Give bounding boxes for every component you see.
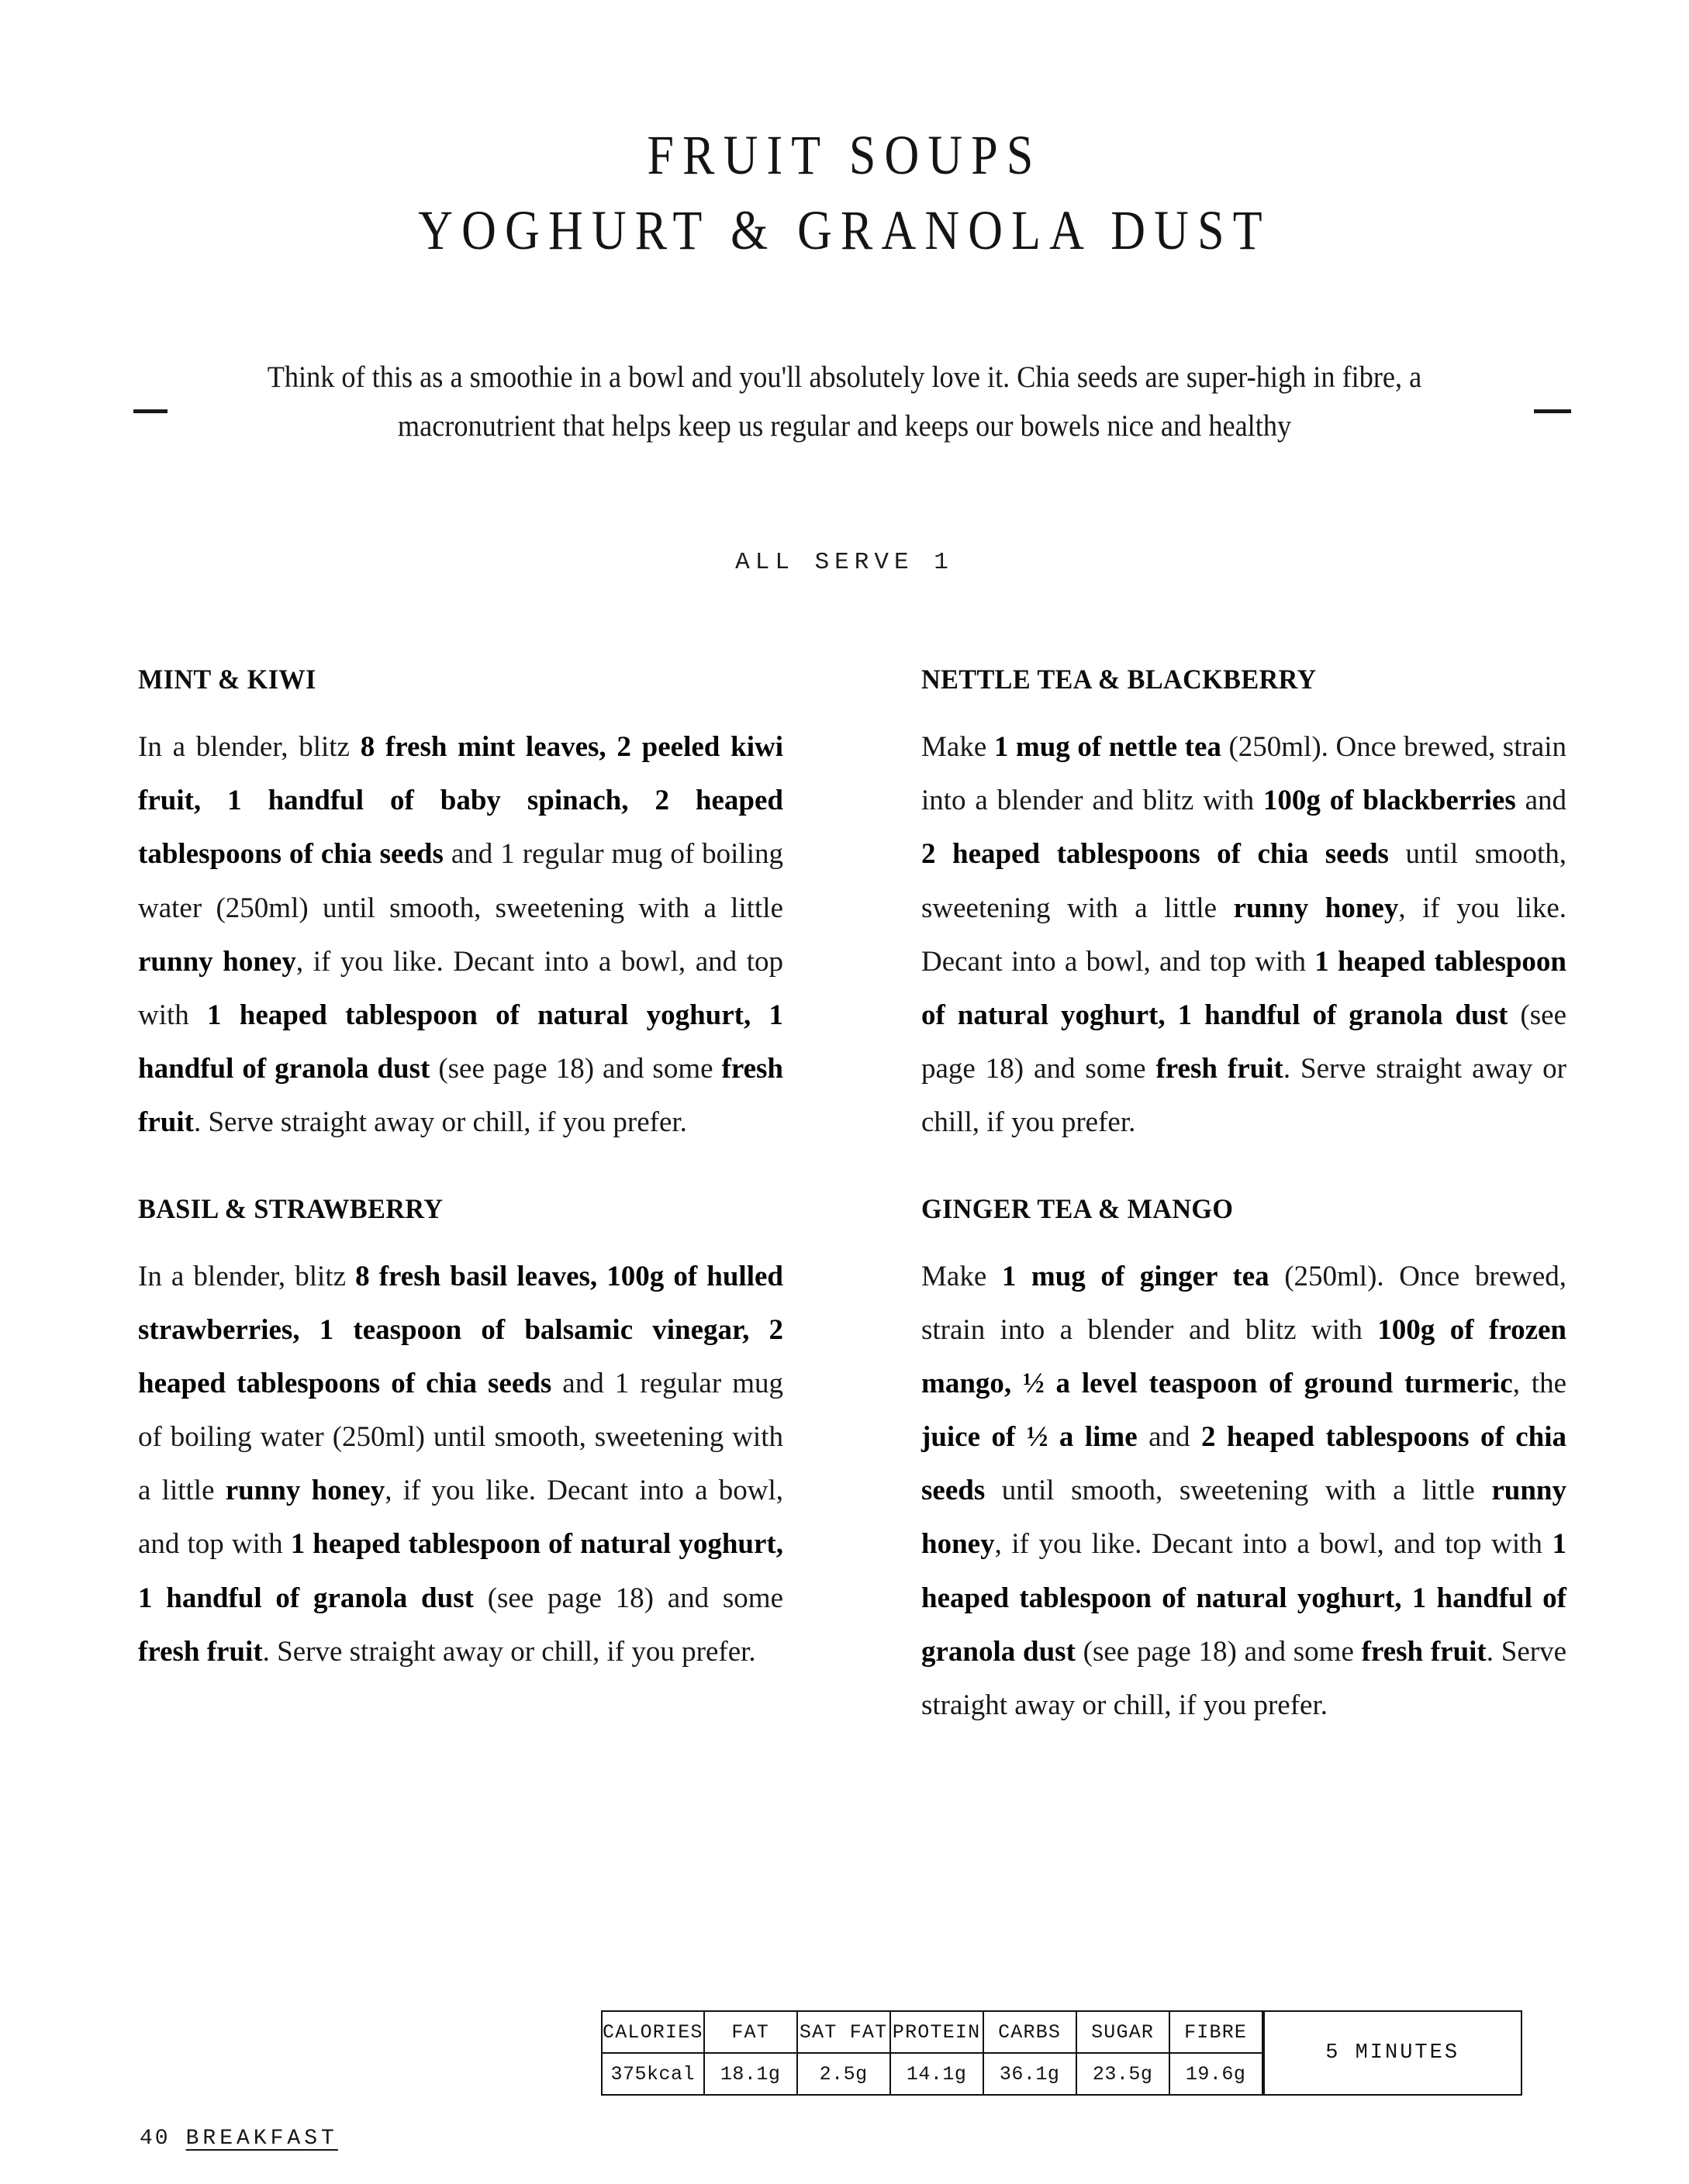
cook-time-cell: 5 MINUTES (1263, 2011, 1521, 2095)
nutrition-header-cell: SUGAR (1076, 2011, 1169, 2053)
intro-paragraph: Think of this as a smoothie in a bowl and you'll absolutely love it. Chia seeds are super-high in fibre, a macronutrient that helps keep us regular and keeps our bowels nice and healthy (267, 361, 1422, 443)
nutrition-header-cell: CARBS (983, 2011, 1076, 2053)
recipe-body: In a blender, blitz 8 fresh basil leaves, 100g of hulled strawberries, 1 teaspoon of balsamic vinegar, 2 heaped tablespoons of chia seeds and 1 regular mug of boiling water (250ml) until smooth, sweetening with a little runny honey, if you like. Decant into a bowl, and top with 1 heaped tablespoon of natural yoghurt, 1 handful of granola dust (see page 18) and some fresh fruit. Serve straight away or chill, if you prefer. (138, 1260, 783, 1668)
recipe-body: In a blender, blitz 8 fresh mint leaves, 2 peeled kiwi fruit, 1 handful of baby spinach, 2 heaped tablespoons of chia seeds and 1 regular mug of boiling water (250ml) until smooth, sweetening with a little runny honey, if you like. Decant into a bowl, and top with 1 heaped tablespoon of natural yoghurt, 1 handful of granola dust (see page 18) and some fresh fruit. Serve straight away or chill, if you prefer. (138, 731, 783, 1139)
nutrition-header-cell: PROTEIN (890, 2011, 983, 2053)
recipe-title: GINGER TEA & MANGO (921, 1192, 1234, 1224)
nutrition-table (601, 2010, 1522, 2096)
title-line-secondary: YOGHURT & GRANOLA DUST (418, 198, 1271, 261)
intro-section (0, 353, 1689, 450)
recipe-title: BASIL & STRAWBERRY (138, 1192, 444, 1224)
nutrition-value-cell: 375kcal (602, 2053, 704, 2095)
recipe-columns (138, 663, 1566, 1732)
recipe-column-right (921, 663, 1566, 1732)
nutrition-value-cell: 36.1g (983, 2053, 1076, 2095)
nutrition-value-cell: 23.5g (1076, 2053, 1169, 2095)
page-footer (140, 2127, 338, 2151)
recipe-nettle-blackberry (921, 663, 1566, 1150)
recipe-title: MINT & KIWI (138, 664, 316, 695)
nutrition-header-row (602, 2011, 1521, 2053)
serves-note: ALL SERVE 1 (735, 549, 954, 576)
nutrition-header-cell: CALORIES (602, 2011, 704, 2053)
nutrition-value-cell: 18.1g (704, 2053, 797, 2095)
recipe-column-left (138, 663, 783, 1732)
nutrition-value-cell: 14.1g (890, 2053, 983, 2095)
recipe-basil-strawberry (138, 1192, 783, 1679)
nutrition-header-cell: SAT FAT (797, 2011, 890, 2053)
recipe-mint-kiwi (138, 663, 783, 1150)
nutrition-value-cell: 19.6g (1169, 2053, 1263, 2095)
page-number: 40 (140, 2127, 171, 2151)
title-line-primary: FRUIT SOUPS (647, 124, 1042, 186)
page-title (0, 124, 1689, 261)
recipe-title: NETTLE TEA & BLACKBERRY (921, 664, 1317, 695)
nutrition-value-cell: 2.5g (797, 2053, 890, 2095)
nutrition-header-cell: FAT (704, 2011, 797, 2053)
recipe-body: Make 1 mug of ginger tea (250ml). Once brewed, strain into a blender and blitz with 100g of frozen mango, ½ a level teaspoon of ground turmeric, the juice of ½ a lime and 2 heaped tablespoons of chia seeds until smooth, sweetening with a little runny honey, if you like. Decant into a bowl, and top with 1 heaped tablespoon of natural yoghurt, 1 handful of granola dust (see page 18) and some fresh fruit. Serve straight away or chill, if you prefer. (921, 1260, 1567, 1721)
recipe-ginger-mango (921, 1192, 1566, 1733)
recipe-body: Make 1 mug of nettle tea (250ml). Once brewed, strain into a blender and blitz with 100g of blackberries and 2 heaped tablespoons of chia seeds until smooth, sweetening with a little runny honey, if you like. Decant into a bowl, and top with 1 heaped tablespoon of natural yoghurt, 1 handful of granola dust (see page 18) and some fresh fruit. Serve straight away or chill, if you prefer. (921, 731, 1567, 1139)
chapter-name: BREAKFAST (185, 2127, 338, 2151)
nutrition-header-cell: FIBRE (1169, 2011, 1263, 2053)
